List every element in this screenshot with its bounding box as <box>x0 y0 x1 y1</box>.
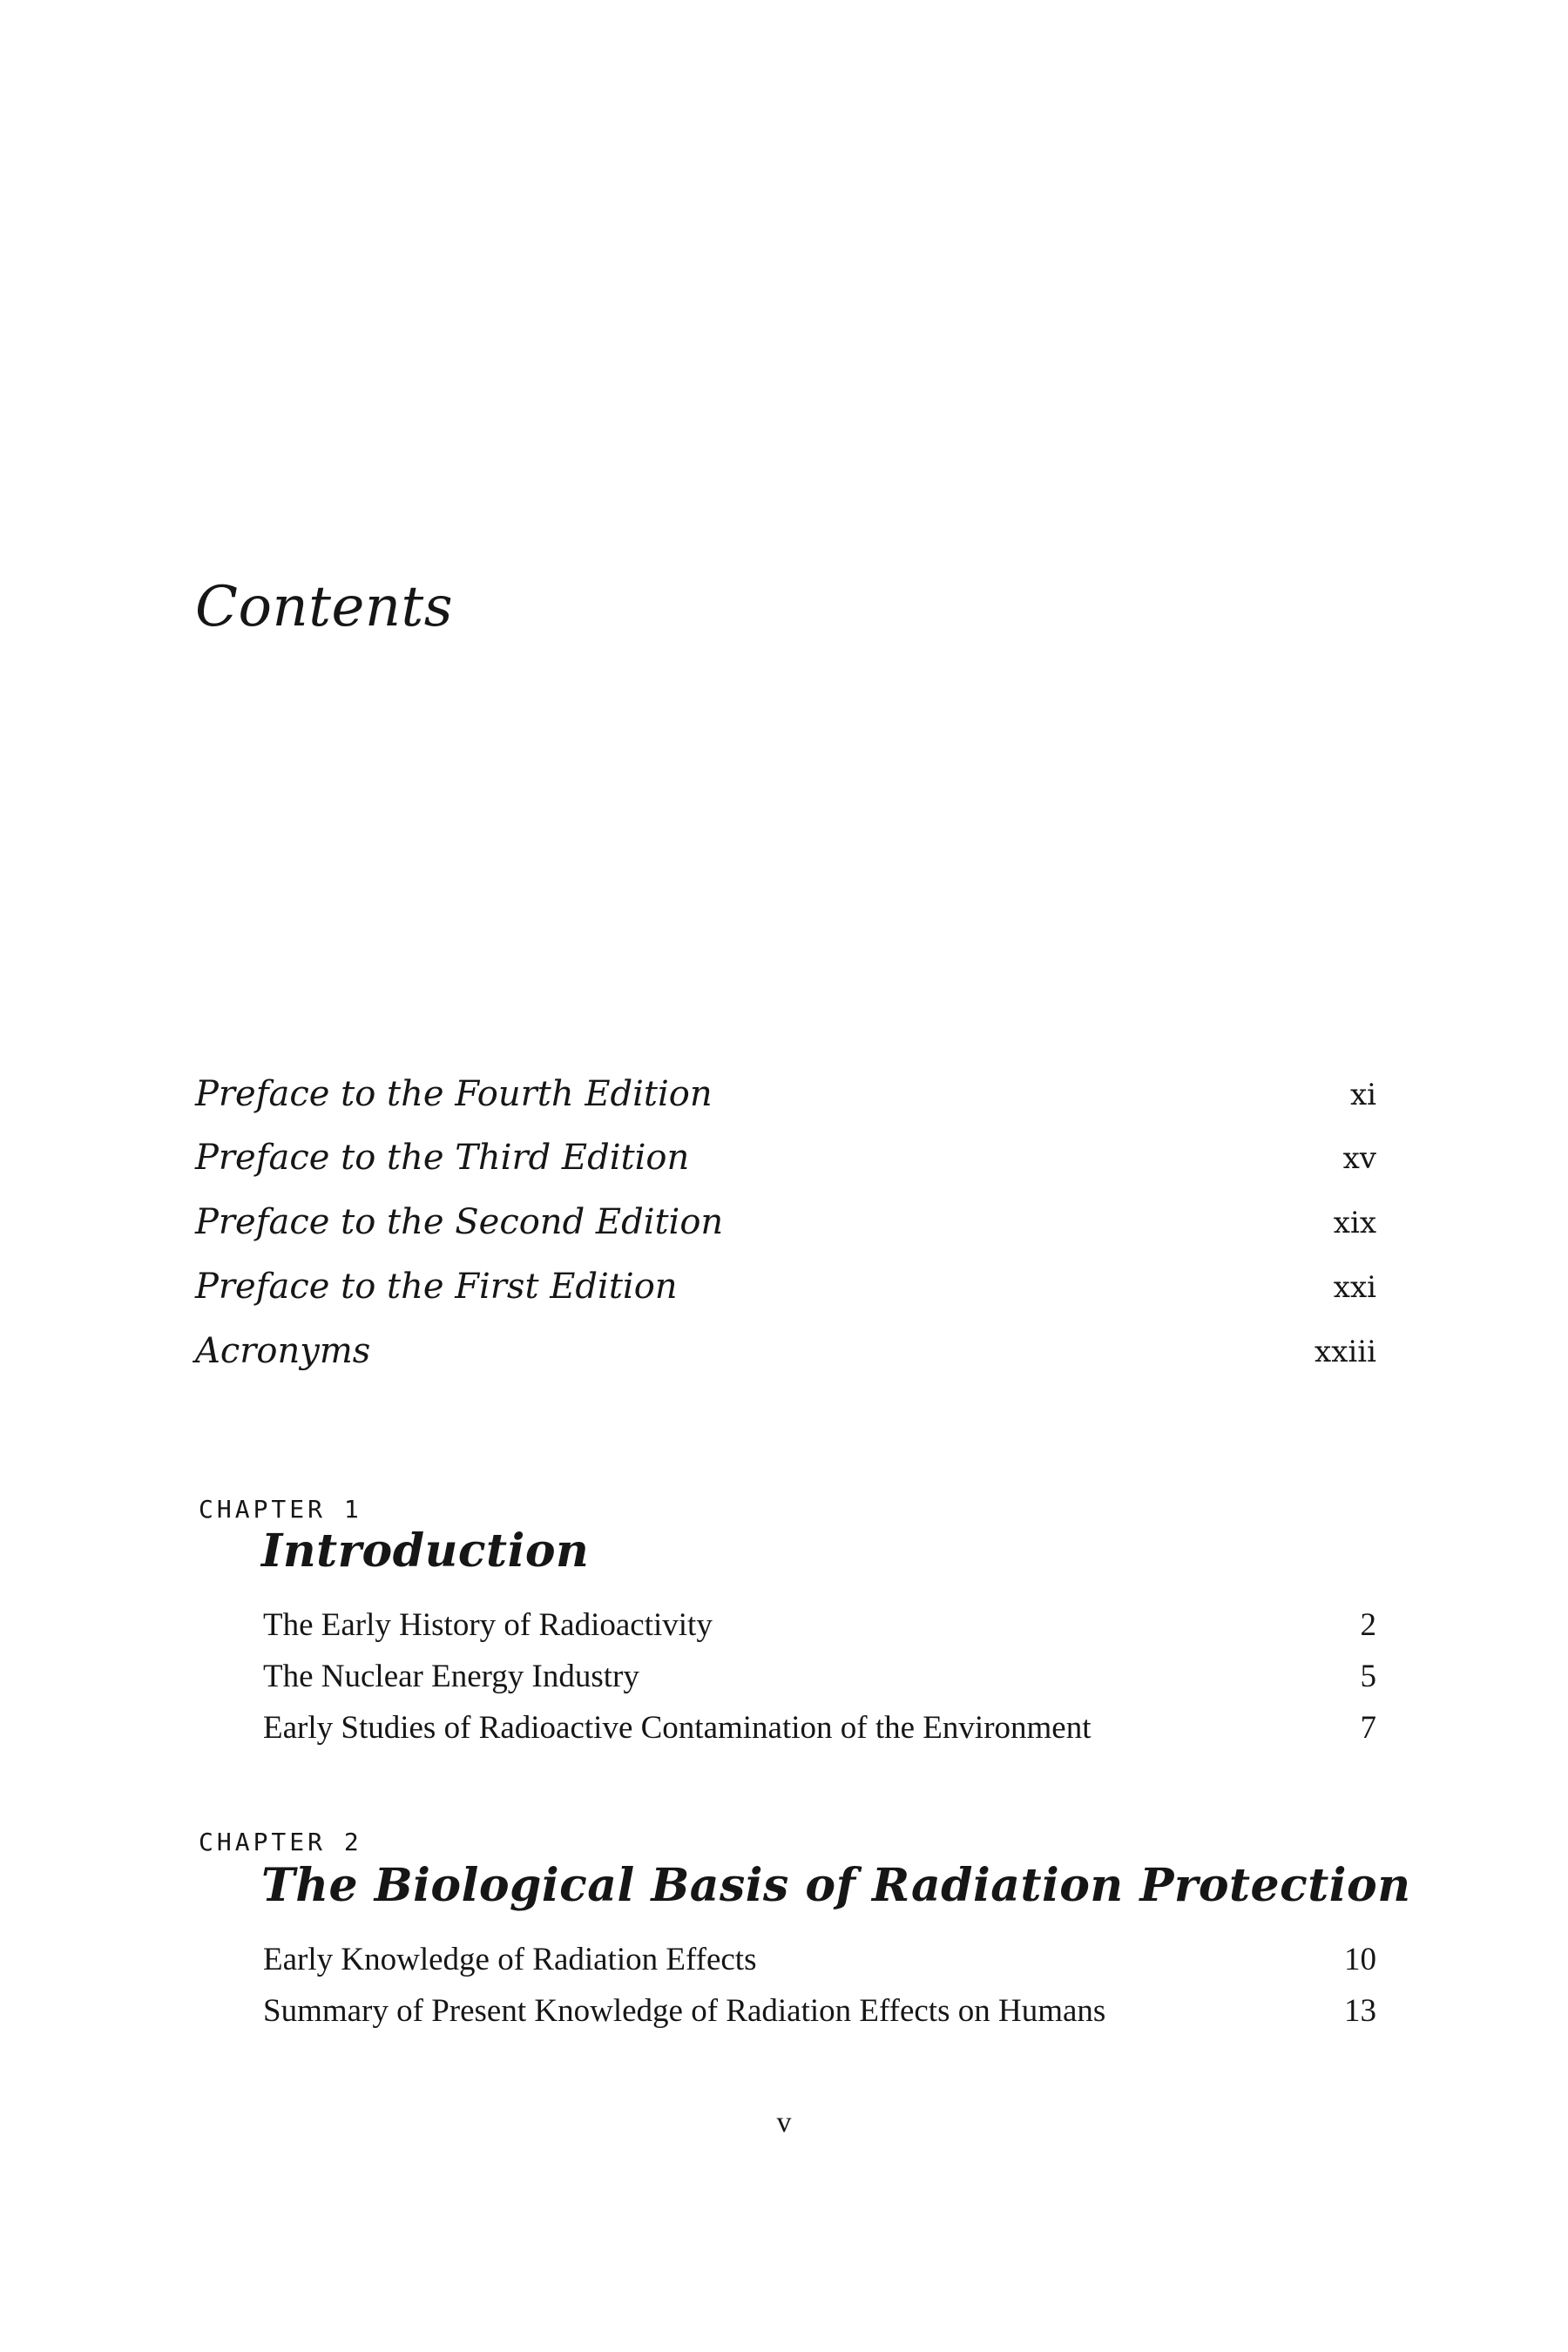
toc-entry-page: xxiii <box>1315 1335 1376 1369</box>
toc-entry-preface-first[interactable] <box>195 1267 1376 1319</box>
toc-section-title: Early Studies of Radioactive Contamination of the Environment <box>263 1710 1092 1746</box>
toc-section-early-history[interactable] <box>263 1606 1376 1650</box>
chapter-1-title[interactable]: Introduction <box>261 1524 590 1578</box>
toc-section-nuclear-energy[interactable] <box>263 1658 1376 1701</box>
toc-section-page: 5 <box>1360 1659 1376 1694</box>
page-title: Contents <box>195 575 454 639</box>
toc-section-early-knowledge[interactable] <box>263 1941 1376 1984</box>
toc-section-early-studies[interactable] <box>263 1709 1376 1753</box>
toc-section-page: 10 <box>1344 1942 1376 1977</box>
chapter-2-title[interactable]: The Biological Basis of Radiation Protection <box>261 1859 1411 1912</box>
chapter-1-label: CHAPTER 1 <box>199 1495 362 1524</box>
toc-section-title: The Early History of Radioactivity <box>263 1607 713 1643</box>
toc-section-page: 2 <box>1360 1607 1376 1643</box>
toc-section-page: 13 <box>1344 1993 1376 2029</box>
toc-entry-page: xv <box>1342 1141 1376 1176</box>
chapter-2-label: CHAPTER 2 <box>199 1828 362 1856</box>
toc-section-present-knowledge[interactable] <box>263 1992 1376 2036</box>
toc-entry-title: Preface to the Second Edition <box>195 1202 724 1242</box>
toc-entry-title: Preface to the First Edition <box>195 1267 678 1307</box>
toc-entry-page: xxi <box>1333 1270 1376 1305</box>
toc-entry-preface-second[interactable] <box>195 1202 1376 1254</box>
page-number: v <box>776 2106 792 2139</box>
toc-section-title: Early Knowledge of Radiation Effects <box>263 1942 757 1977</box>
toc-entry-preface-fourth[interactable] <box>195 1074 1376 1126</box>
toc-section-title: Summary of Present Knowledge of Radiation Effects on Humans <box>263 1993 1106 2029</box>
toc-entry-preface-third[interactable] <box>195 1138 1376 1190</box>
toc-entry-page: xix <box>1333 1206 1376 1240</box>
toc-entry-title: Preface to the Third Edition <box>195 1138 690 1178</box>
toc-section-page: 7 <box>1360 1710 1376 1746</box>
toc-entry-page: xi <box>1349 1078 1376 1112</box>
toc-entry-acronyms[interactable] <box>195 1331 1376 1383</box>
toc-entry-title: Preface to the Fourth Edition <box>195 1074 713 1114</box>
toc-entry-title: Acronyms <box>195 1331 371 1371</box>
toc-section-title: The Nuclear Energy Industry <box>263 1659 639 1694</box>
